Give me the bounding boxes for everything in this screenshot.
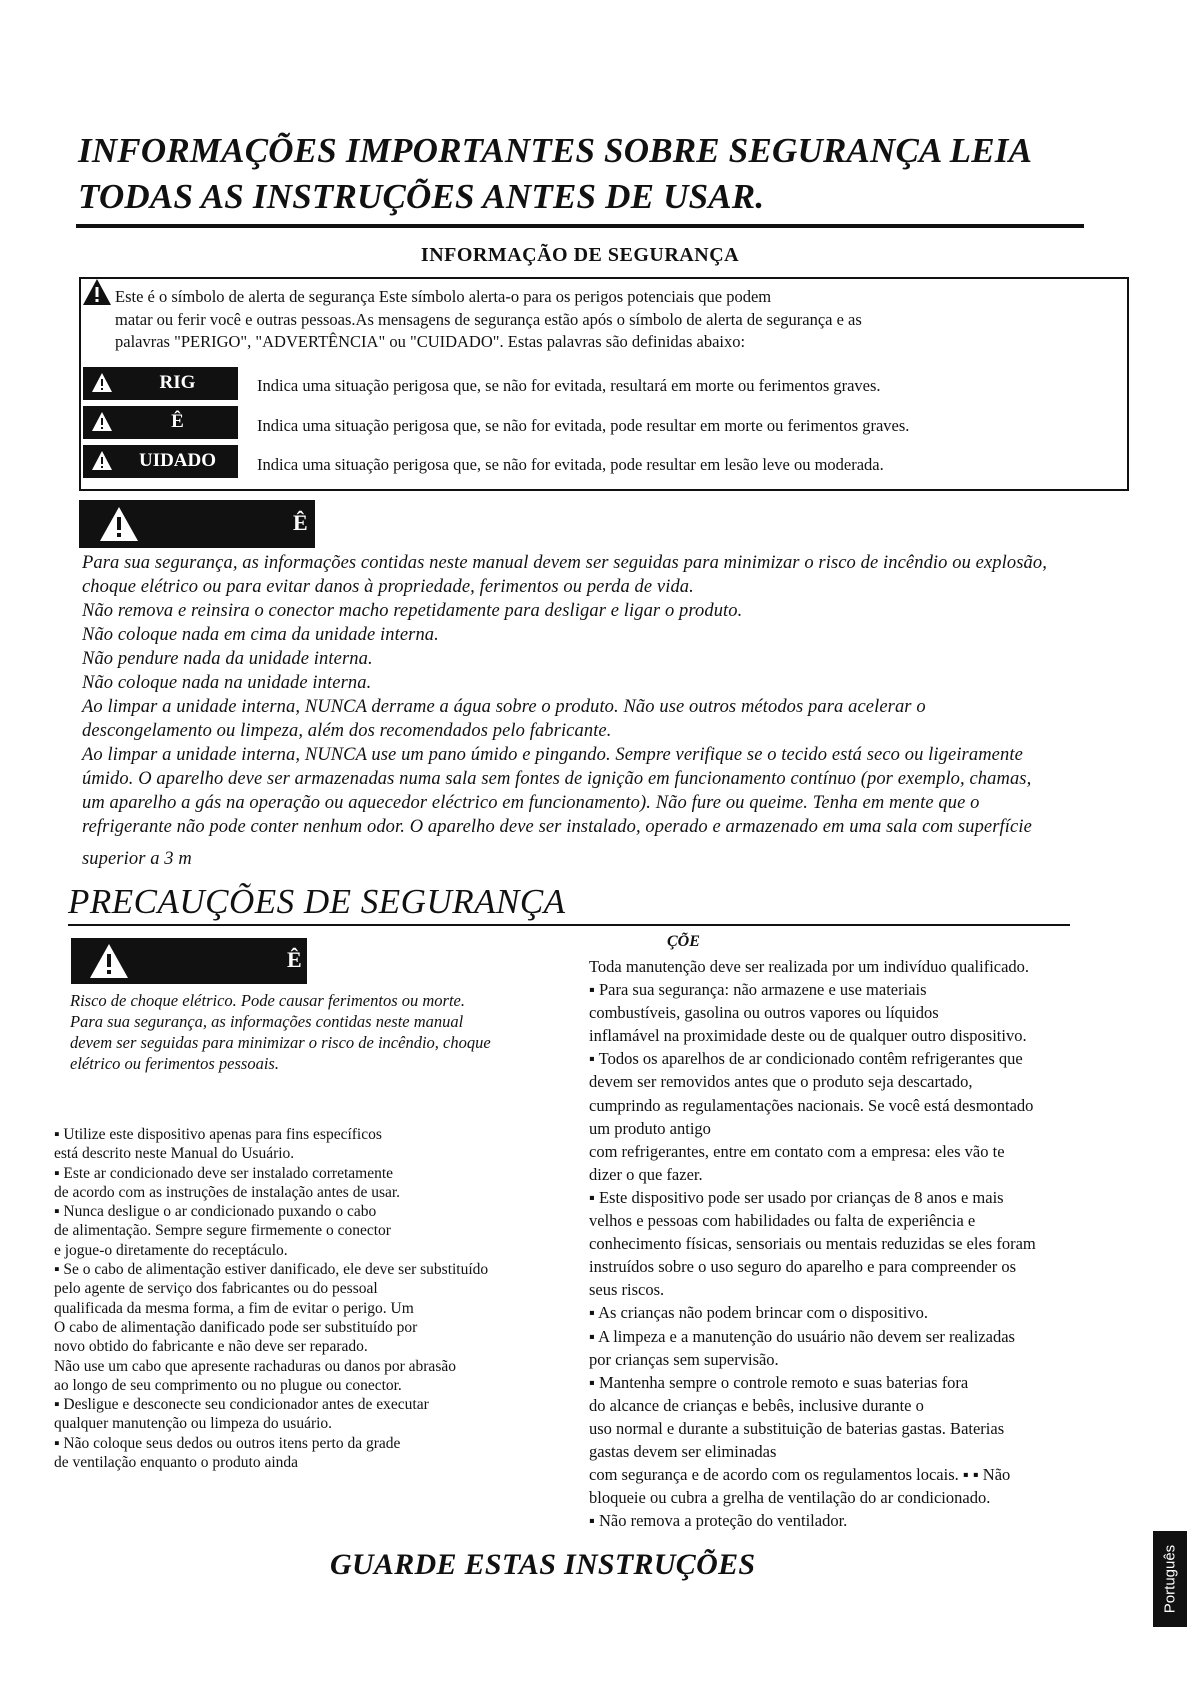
safety-intro-text [115, 286, 1115, 354]
list-line: qualquer manutenção ou limpeza do usuário. [54, 1415, 333, 1433]
list-line: pelo agente de serviço dos fabricantes ou do pessoal [54, 1280, 378, 1298]
warning-line: Ao limpar a unidade interna, NUNCA derrame a água sobre o produto. Não use outros métodos para acelerar o [82, 697, 926, 717]
list-line: ▪ Utilize este dispositivo apenas para fins específicos [54, 1126, 382, 1143]
title-divider [76, 224, 1084, 228]
warning-line: Não remova e reinsira o conector macho repetidamente para desligar e ligar o produto. [82, 601, 743, 621]
list-line: Não use um cabo que apresente rachaduras ou danos por abrasão [54, 1357, 456, 1375]
list-line: ▪ Este ar condicionado deve ser instalado corretamente [54, 1164, 394, 1182]
signal-label: RIG [159, 372, 196, 393]
precautions-warning-banner [71, 938, 307, 984]
list-line: uso normal e durante a substituição de baterias gastas. Baterias [589, 1418, 1005, 1438]
list-line: ▪ Mantenha sempre o controle remoto e suas baterias fora [589, 1372, 969, 1392]
warning-line: úmido. O aparelho deve ser armazenadas numa sala sem fontes de ignição em funcionamento contínuo (por exemplo, chamas, [82, 769, 1032, 789]
list-line: seus riscos. [589, 1280, 665, 1300]
list-line: inflamável na proximidade deste ou de qualquer outro dispositivo. [589, 1026, 1027, 1046]
precautions-right-list [589, 955, 1129, 1532]
signal-label: Ê [171, 411, 184, 432]
warning-banner-label: Ê [293, 510, 308, 535]
page-title [78, 128, 1088, 220]
warning-line: Ao limpar a unidade interna, NUNCA use um pano úmido e pingando. Sempre verifique se o tecido está seco ou ligeiramente [82, 745, 1023, 765]
signal-description: Indica uma situação perigosa que, se não for evitada, pode resultar em lesão leve ou moderada. [257, 455, 884, 474]
warning-line: superior a 3 m [82, 849, 192, 869]
list-line: de acordo com as instruções de instalação antes de usar. [54, 1183, 401, 1201]
warning-line: Não pendure nada da unidade interna. [82, 649, 373, 669]
list-line: ▪ Todos os aparelhos de ar condicionado contêm refrigerantes que [589, 1049, 1023, 1069]
warning-text [82, 551, 1142, 871]
list-line: O cabo de alimentação danificado pode ser substituído por [54, 1318, 418, 1336]
warning-line: Para sua segurança, as informações contidas neste manual devem ser seguidas para minimizar o risco de incêndio ou explosão, [82, 553, 1047, 573]
precaution-italic-line: devem ser seguidas para minimizar o risco de incêndio, choque [70, 1033, 491, 1052]
list-line: de alimentação. Sempre segure firmemente o conector [54, 1222, 391, 1240]
list-line: ▪ As crianças não podem brincar com o dispositivo. [589, 1303, 928, 1323]
warning-banner [79, 500, 315, 548]
list-line: por crianças sem supervisão. [589, 1349, 779, 1369]
list-line: ▪ Nunca desligue o ar condicionado puxando o cabo [54, 1203, 377, 1221]
precautions-banner-label: Ê [287, 947, 302, 972]
warning-triangle-icon [89, 943, 129, 979]
list-line: ▪ Não coloque seus dedos ou outros itens perto da grade [54, 1434, 401, 1452]
signal-label: UIDADO [138, 450, 217, 471]
safety-info-heading: INFORMAÇÃO DE SEGURANÇA [420, 244, 740, 266]
list-line: um produto antigo [589, 1118, 711, 1138]
warning-line: Não coloque nada em cima da unidade interna. [82, 625, 439, 645]
list-line: devem ser removidos antes que o produto seja descartado, [589, 1072, 973, 1092]
list-line: novo obtido do fabricante e não deve ser reparado. [54, 1338, 368, 1356]
precautions-warning-text [70, 990, 550, 1074]
warning-line: choque elétrico ou para evitar danos à propriedade, ferimentos ou perda de vida. [82, 577, 694, 597]
precautions-right-heading: ÇÕE [667, 933, 700, 950]
list-line: Toda manutenção deve ser realizada por um indivíduo qualificado. [589, 957, 1030, 976]
warning-triangle-icon [91, 372, 113, 393]
signal-badge-caution [83, 445, 238, 478]
list-line: do alcance de crianças e bebês, inclusive durante o [589, 1395, 924, 1415]
warning-triangle-icon [91, 450, 113, 471]
language-tab [1153, 1531, 1187, 1627]
warning-line: refrigerante não pode conter nenhum odor. O aparelho deve ser instalado, operado e armazenado em uma sala com superfície [82, 817, 1032, 837]
list-line: gastas devem ser eliminadas [589, 1441, 777, 1461]
list-line: ao longo de seu comprimento ou no plugue ou conector. [54, 1376, 402, 1394]
page-title-line-1: INFORMAÇÕES IMPORTANTES SOBRE SEGURANÇA LEIA [78, 131, 1033, 170]
warning-line: Não coloque nada na unidade interna. [82, 673, 372, 693]
list-line: dizer o que fazer. [589, 1164, 703, 1184]
list-line: com refrigerantes, entre em contato com a empresa: eles vão te [589, 1141, 1005, 1161]
warning-triangle-icon [99, 506, 139, 542]
precaution-italic-line: elétrico ou ferimentos pessoais. [70, 1054, 279, 1073]
list-line: conhecimento físicas, sensoriais ou mentais reduzidas se eles foram [589, 1234, 1036, 1254]
list-line: ▪ A limpeza e a manutenção do usuário não devem ser realizadas [589, 1326, 1015, 1346]
page-title-line-2: TODAS AS INSTRUÇÕES ANTES DE USAR. [78, 177, 765, 216]
list-line: e jogue-o diretamente do receptáculo. [54, 1241, 288, 1259]
intro-line: Este é o símbolo de alerta de segurança Este símbolo alerta-o para os perigos potenciais que podem [115, 287, 772, 306]
list-line: ▪ Se o cabo de alimentação estiver danificado, ele deve ser substituído [54, 1261, 489, 1279]
list-line: está descrito neste Manual do Usuário. [54, 1145, 295, 1163]
list-line: combustíveis, gasolina ou outros vapores ou líquidos [589, 1003, 939, 1023]
list-line: ▪ Para sua segurança: não armazene e use materiais [589, 980, 927, 1000]
list-line: ▪ Não remova a proteção do ventilador. [589, 1511, 848, 1531]
list-line: cumprindo as regulamentações nacionais. Se você está desmontado [589, 1095, 1034, 1115]
signal-description: Indica uma situação perigosa que, se não for evitada, pode resultar em morte ou ferimentos graves. [257, 416, 910, 435]
list-line: ▪ Este dispositivo pode ser usado por crianças de 8 anos e mais [589, 1187, 1004, 1207]
list-line: instruídos sobre o uso seguro do aparelho e para compreender os [589, 1257, 1017, 1277]
list-line: velhos e pessoas com habilidades ou falta de experiência e [589, 1211, 976, 1231]
precautions-title: PRECAUÇÕES DE SEGURANÇA [68, 882, 566, 921]
intro-line: palavras "PERIGO", "ADVERTÊNCIA" ou "CUIDADO". Estas palavras são definidas abaixo: [115, 332, 746, 351]
precaution-italic-line: Risco de choque elétrico. Pode causar ferimentos ou morte. [70, 991, 465, 1010]
warning-line: descongelamento ou limpeza, além dos recomendados pelo fabricante. [82, 721, 612, 741]
precautions-left-list [54, 1125, 574, 1472]
signal-badge-danger [83, 367, 238, 400]
list-line: de ventilação enquanto o produto ainda [54, 1454, 299, 1472]
footer-title: GUARDE ESTAS INSTRUÇÕES [330, 1548, 756, 1581]
list-line: bloqueie ou cubra a grelha de ventilação do ar condicionado. [589, 1488, 991, 1508]
signal-description: Indica uma situação perigosa que, se não for evitada, resultará em morte ou ferimentos graves. [257, 376, 881, 395]
signal-badge-warning [83, 406, 238, 439]
list-line: qualificada da mesma forma, a fim de evitar o perigo. Um [54, 1299, 414, 1317]
precaution-italic-line: Para sua segurança, as informações contidas neste manual [70, 1012, 464, 1031]
language-tab-label: Português [1161, 1544, 1179, 1614]
warning-triangle-icon [91, 411, 113, 432]
warning-line: um aparelho a gás na operação ou aquecedor eléctrico em funcionamento). Não fure ou queime. Tenha em mente que o [82, 793, 980, 813]
precautions-divider [68, 924, 1070, 926]
list-line: ▪ Desligue e desconecte seu condicionador antes de executar [54, 1396, 429, 1414]
intro-line: matar ou ferir você e outras pessoas.As mensagens de segurança estão após o símbolo de alerta de segurança e as [115, 309, 862, 329]
safety-alert-icon [82, 278, 112, 306]
list-line: com segurança e de acordo com os regulamentos locais. ▪ ▪ Não [589, 1465, 1011, 1485]
